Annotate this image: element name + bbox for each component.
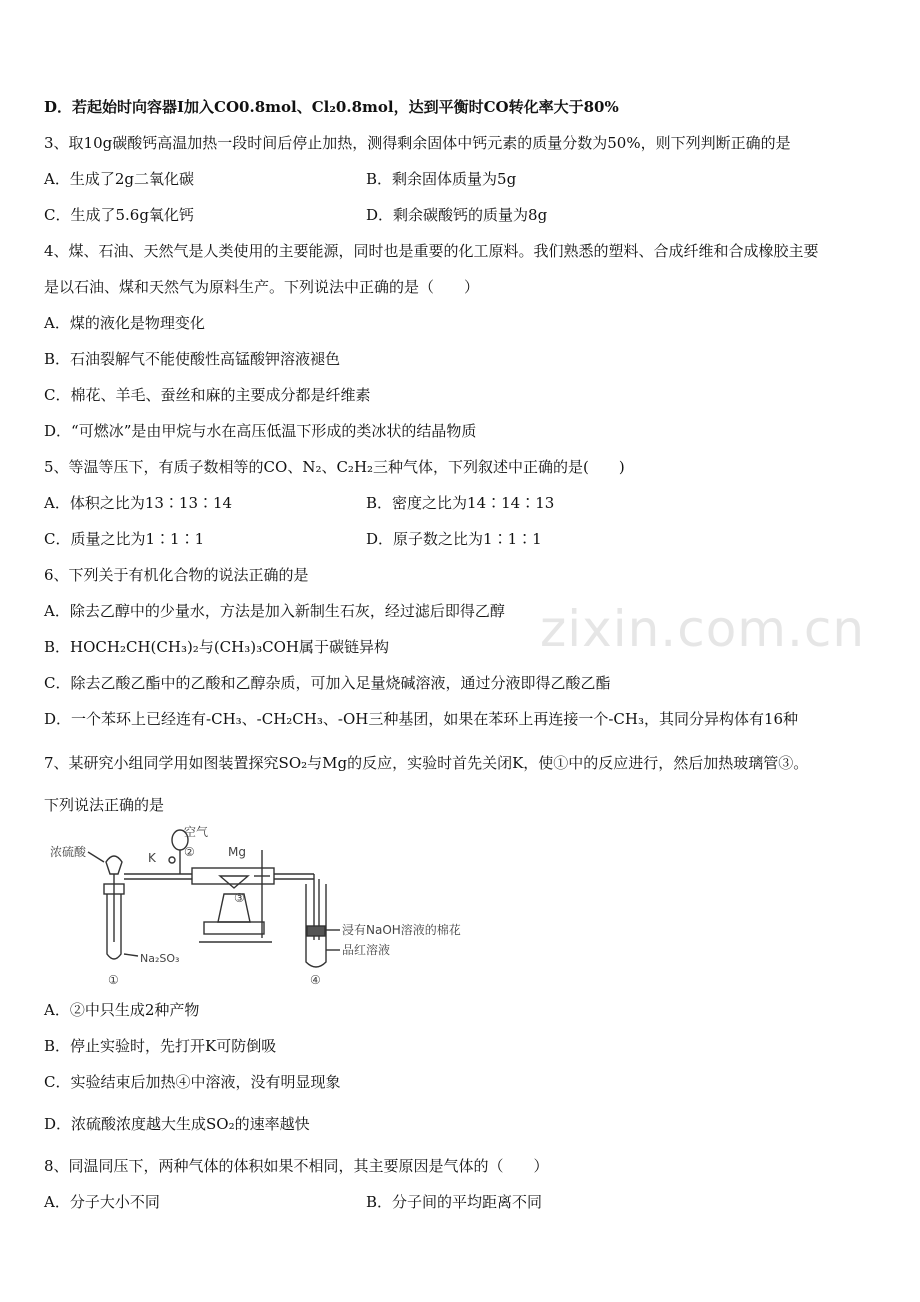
dropping-funnel-shape	[106, 856, 122, 874]
label-na2so3: Na₂SO₃	[140, 952, 180, 965]
burner-base-shape	[204, 922, 264, 934]
q4-stem-cont: 是以石油、煤和天然气为原料生产。下列说法中正确的是（ ）	[44, 278, 480, 296]
label-cotton: 浸有NaOH溶液的棉花	[342, 923, 461, 937]
label-k: K	[148, 851, 156, 865]
label-circle-1: ①	[108, 973, 119, 987]
label-conc-sulfuric-acid: 浓硫酸	[50, 845, 87, 859]
label-mg: Mg	[228, 845, 246, 859]
q5-option-a: A．体积之比为13∶13∶14	[44, 494, 233, 512]
q3-option-a: A．生成了2g二氧化碳	[44, 170, 194, 188]
q6-option-b: B．HOCH₂CH(CH₃)₂与(CH₃)₃COH属于碳链异构	[44, 638, 389, 656]
q3-option-b: B．剩余固体质量为5g	[366, 170, 517, 188]
cotton-plug-shape	[307, 926, 325, 936]
q4-option-d: D．“可燃冰”是由甲烷与水在高压低温下形成的类冰状的结晶物质	[44, 422, 477, 440]
q3-option-c: C．生成了5.6g氧化钙	[44, 206, 194, 224]
label-pink-solution: 品红溶液	[342, 943, 391, 957]
q7-stem-cont: 下列说法正确的是	[44, 796, 165, 814]
q6-option-c: C．除去乙酸乙酯中的乙酸和乙醇杂质，可加入足量烧碱溶液，通过分液即得乙酸乙酯	[44, 674, 611, 692]
q7-option-a: A．②中只生成2种产物	[44, 1001, 200, 1019]
mg-boat-shape	[220, 876, 248, 888]
q4-option-c: C．棉花、羊毛、蚕丝和麻的主要成分都是纤维素	[44, 386, 371, 404]
q7-option-b: B．停止实验时，先打开K可防倒吸	[44, 1037, 277, 1055]
q5-option-c: C．质量之比为1∶1∶1	[44, 530, 205, 548]
label-circle-2: ②	[184, 845, 195, 859]
q6-stem: 6、下列关于有机化合物的说法正确的是	[44, 566, 309, 584]
q7-stem: 7、某研究小组同学用如图装置探究SO₂与Mg的反应，实验时首先关闭K，使①中的反应进行，然后加热玻璃管③。	[44, 754, 809, 772]
q5-option-d: D．原子数之比为1∶1∶1	[366, 530, 542, 548]
q3-stem: 3、取10g碳酸钙高温加热一段时间后停止加热，测得剩余固体中钙元素的质量分数为50%，则下列判断正确的是	[44, 134, 791, 152]
q7-option-c: C．实验结束后加热④中溶液，没有明显现象	[44, 1073, 341, 1091]
q6-option-a: A．除去乙醇中的少量水，方法是加入新制生石灰，经过滤后即得乙醇	[44, 602, 505, 620]
q8-option-b: B．分子间的平均距离不同	[366, 1193, 543, 1211]
label-air: 空气	[184, 825, 209, 839]
q3-option-d: D．剩余碳酸钙的质量为8g	[366, 206, 548, 224]
q2-option-d: D．若起始时向容器Ⅰ加入CO0.8mol、Cl₂0.8mol，达到平衡时CO转化率大于80%	[44, 98, 619, 116]
label-circle-4: ④	[310, 973, 321, 987]
q4-stem: 4、煤、石油、天然气是人类使用的主要能源，同时也是重要的化工原料。我们熟悉的塑料、合成纤维和合成橡胶主要	[44, 242, 819, 260]
q4-option-a: A．煤的液化是物理变化	[44, 314, 205, 332]
q4-option-b: B．石油裂解气不能使酸性高锰酸钾溶液褪色	[44, 350, 341, 368]
label-circle-3: ③	[234, 891, 245, 905]
q8-stem: 8、同温同压下，两种气体的体积如果不相同，其主要原因是气体的（ ）	[44, 1157, 549, 1175]
apparatus-figure	[44, 822, 484, 992]
q7-option-d: D．浓硫酸浓度越大生成SO₂的速率越快	[44, 1115, 310, 1133]
q5-stem: 5、等温等压下，有质子数相等的CO、N₂、C₂H₂三种气体，下列叙述中正确的是( )	[44, 458, 625, 476]
watermark: zixin.com.cn	[540, 600, 866, 658]
q8-option-a: A．分子大小不同	[44, 1193, 160, 1211]
q5-option-b: B．密度之比为14∶14∶13	[366, 494, 555, 512]
q6-option-d: D．一个苯环上已经连有-CH₃、-CH₂CH₃、-OH三种基团，如果在苯环上再连接一个-CH₃，其同分异构体有16种	[44, 710, 799, 728]
